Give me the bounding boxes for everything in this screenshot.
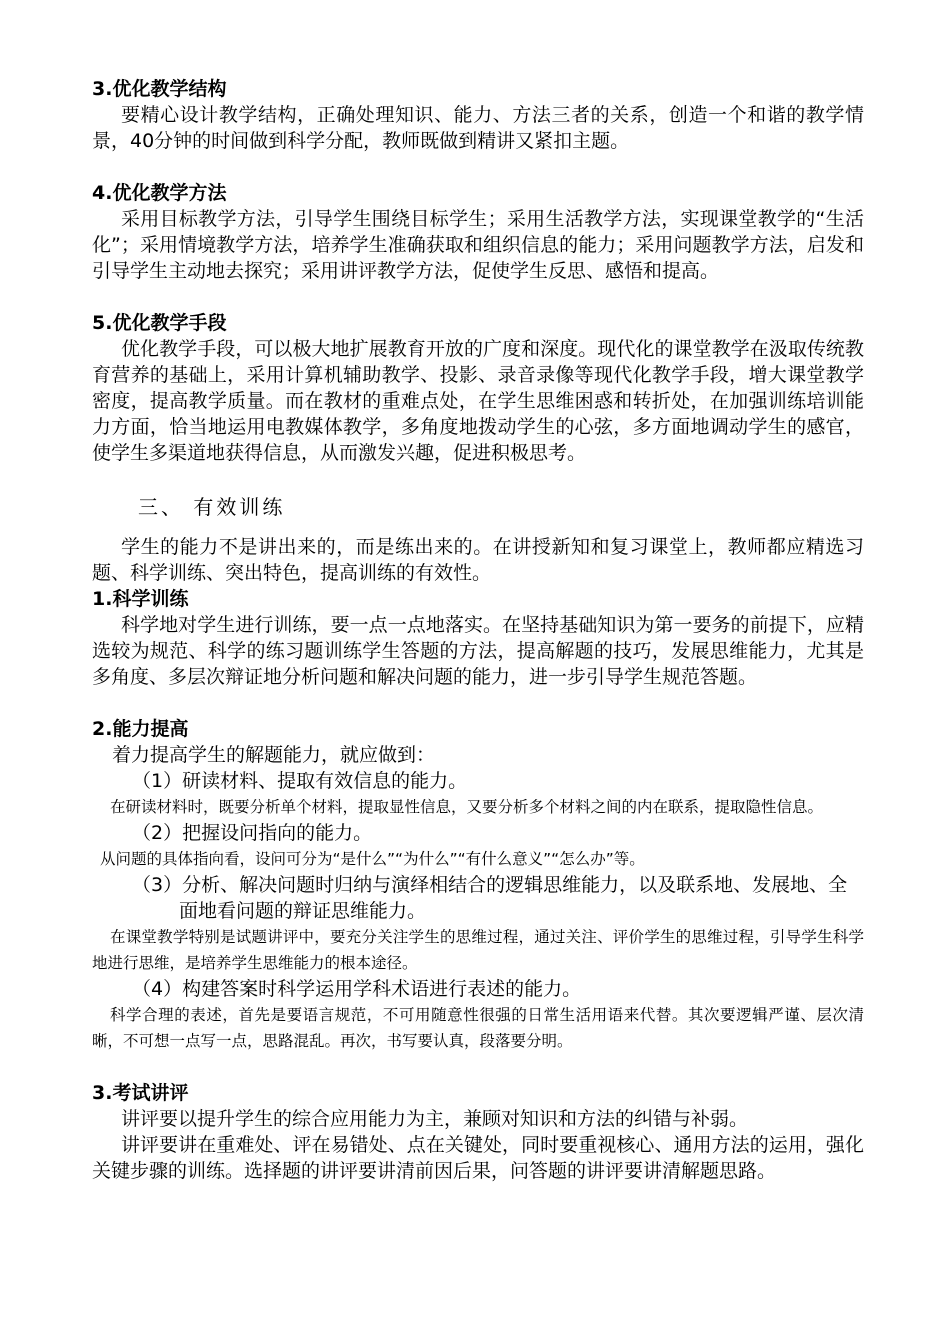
- section-body-structure: 要精心设计教学结构，正确处理知识、能力、方法三者的关系，创造一个和谐的教学情景，40分钟的时间做到科学分配，教师既做到精讲又紧扣主题。: [92, 104, 864, 152]
- ability-note-2: 从问题的具体指向看，设问可分为“是什么”“为什么”“有什么意义”“怎么办”等。: [100, 850, 645, 868]
- section-title-means: 5.优化教学手段: [92, 312, 227, 334]
- subsection-intro-ability: 着力提高学生的解题能力，就应做到：: [112, 744, 436, 766]
- subsection-title-ability: 2.能力提高: [92, 718, 189, 740]
- ability-item-3: （3）分析、解决问题时归纳与演绎相结合的逻辑思维能力，以及联系地、发展地、全面地看问题的辩证思维能力。: [132, 874, 848, 922]
- document-page: [92, 76, 864, 1184]
- section-title-structure: 3.优化教学结构: [92, 78, 227, 100]
- subsection-title-scientific-training: 1.科学训练: [92, 588, 189, 610]
- ability-note-4: 科学合理的表述，首先是要语言规范，不可用随意性很强的日常生活用语来代替。其次要逻辑严谨、层次清晰，不可想一点写一点，思路混乱。再次，书写要认真，段落要分明。: [92, 1006, 864, 1050]
- part-intro-training: 学生的能力不是讲出来的，而是练出来的。在讲授新知和复习课堂上，教师都应精选习题、科学训练、突出特色，提高训练的有效性。: [92, 536, 864, 584]
- exam-review-body-1: 讲评要以提升学生的综合应用能力为主，兼顾对知识和方法的纠错与补弱。: [121, 1108, 749, 1130]
- section-body-method: 采用目标教学方法，引导学生围绕目标学生；采用生活教学方法，实现课堂教学的“生活化”；采用情境教学方法，培养学生准确获取和组织信息的能力；采用问题教学方法，启发和引导学生主动地去探究；采用讲评教学方法，促使学生反思、感悟和提高。: [92, 208, 864, 282]
- ability-note-1: 在研读材料时，既要分析单个材料，提取显性信息，又要分析多个材料之间的内在联系，提取隐性信息。: [110, 798, 824, 816]
- ability-item-2: （2）把握设问指向的能力。: [132, 822, 373, 844]
- section-body-means: 优化教学手段，可以极大地扩展教育开放的广度和深度。现代化的课堂教学在汲取传统教育营养的基础上，采用计算机辅助教学、投影、录音录像等现代化教学手段，增大课堂教学密度，提高教学质量。而在教材的重难点处，在学生思维困惑和转折处，在加强训练培训能力方面，恰当地运用电教媒体教学，多角度地拨动学生的心弦，多方面地调动学生的感官，使学生多渠道地获得信息，从而激发兴趣，促进积极思考。: [92, 338, 864, 464]
- subsection-body-scientific-training: 科学地对学生进行训练，要一点一点地落实。在坚持基础知识为第一要务的前提下，应精选较为规范、科学的练习题训练学生答题的方法，提高解题的技巧，发展思维能力，尤其是多角度、多层次辩证地分析问题和解决问题的能力，进一步引导学生规范答题。: [92, 614, 864, 688]
- exam-review-body-2: 讲评要讲在重难处、评在易错处、点在关键处，同时要重视核心、通用方法的运用，强化关键步骤的训练。选择题的讲评要讲清前因后果，问答题的讲评要讲清解题思路。: [92, 1134, 864, 1182]
- subsection-title-exam-review: 3.考试讲评: [92, 1082, 189, 1104]
- part-heading-training: 三、 有效训练: [138, 495, 286, 519]
- section-title-method: 4.优化教学方法: [92, 182, 227, 204]
- ability-item-4: （4）构建答案时科学运用学科术语进行表述的能力。: [132, 978, 582, 1000]
- ability-item-1: （1）研读材料、提取有效信息的能力。: [132, 770, 468, 792]
- ability-note-3: 在课堂教学特别是试题讲评中，要充分关注学生的思维过程，通过关注、评价学生的思维过程，引导学生科学地进行思维，是培养学生思维能力的根本途径。: [92, 928, 864, 972]
